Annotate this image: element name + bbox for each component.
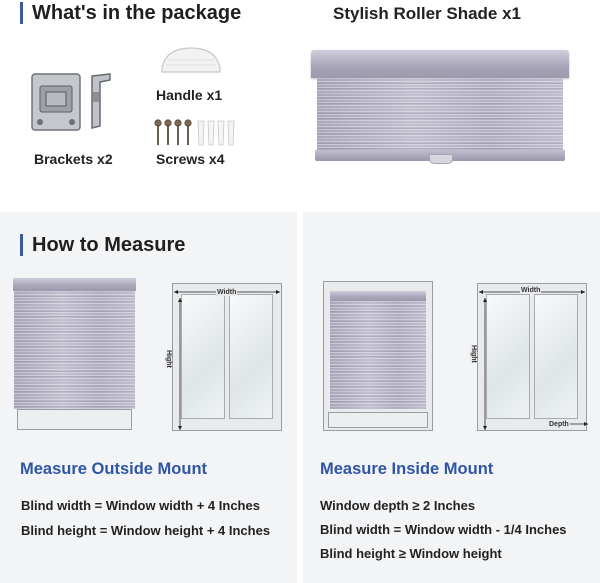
window-sill bbox=[328, 412, 428, 428]
inside-depth-formula: Window depth ≥ 2 Inches bbox=[320, 498, 476, 513]
package-heading-text: What's in the package bbox=[32, 1, 242, 24]
window-pane-left bbox=[486, 294, 530, 419]
measure-heading-text: How to Measure bbox=[32, 233, 186, 256]
outside-mount-title: Measure Outside Mount bbox=[20, 460, 208, 478]
brackets-image bbox=[28, 70, 120, 138]
package-heading bbox=[20, 0, 241, 26]
width-label: Width bbox=[217, 289, 237, 296]
height-arrow bbox=[175, 296, 185, 432]
depth-label: Depth bbox=[549, 421, 569, 428]
handle-image bbox=[158, 44, 224, 76]
outside-width-formula: Blind width = Window width + 4 Inches bbox=[21, 498, 260, 513]
roller-shade-image bbox=[311, 50, 569, 165]
inside-width-formula: Blind width = Window width - 1/4 Inches bbox=[320, 522, 567, 537]
shade-fabric bbox=[14, 291, 135, 409]
inside-mount-window-shade bbox=[323, 281, 433, 431]
window-sill bbox=[17, 409, 132, 430]
screws-image bbox=[152, 119, 242, 149]
inside-height-formula: Blind height ≥ Window height bbox=[320, 546, 502, 561]
brackets-label: Brackets x2 bbox=[34, 151, 113, 167]
handle-label: Handle x1 bbox=[156, 87, 223, 103]
outside-mount-shade bbox=[13, 278, 136, 432]
shade-fabric bbox=[330, 301, 426, 409]
window-pane-left bbox=[181, 294, 225, 419]
height-label: Hight bbox=[470, 345, 477, 363]
heading-accent-bar bbox=[20, 2, 23, 24]
shade-fabric bbox=[317, 78, 563, 150]
shade-handle bbox=[429, 154, 453, 164]
window-pane-right bbox=[534, 294, 578, 419]
window-pane-right bbox=[229, 294, 273, 419]
heading-accent-bar bbox=[20, 234, 23, 256]
width-label: Width bbox=[521, 287, 541, 294]
shade-cassette bbox=[13, 278, 136, 291]
inside-mount-window bbox=[477, 283, 587, 431]
screws-label: Screws x4 bbox=[156, 151, 225, 167]
measure-heading bbox=[20, 232, 185, 258]
outside-mount-window bbox=[172, 283, 282, 431]
height-arrow bbox=[480, 296, 490, 432]
inside-mount-title: Measure Inside Mount bbox=[320, 460, 494, 478]
outside-height-formula: Blind height = Window height + 4 Inches bbox=[21, 523, 271, 538]
shade-title: Stylish Roller Shade x1 bbox=[333, 4, 522, 23]
shade-cassette bbox=[311, 50, 569, 78]
shade-cassette bbox=[330, 291, 426, 301]
height-label: Hight bbox=[165, 350, 172, 368]
